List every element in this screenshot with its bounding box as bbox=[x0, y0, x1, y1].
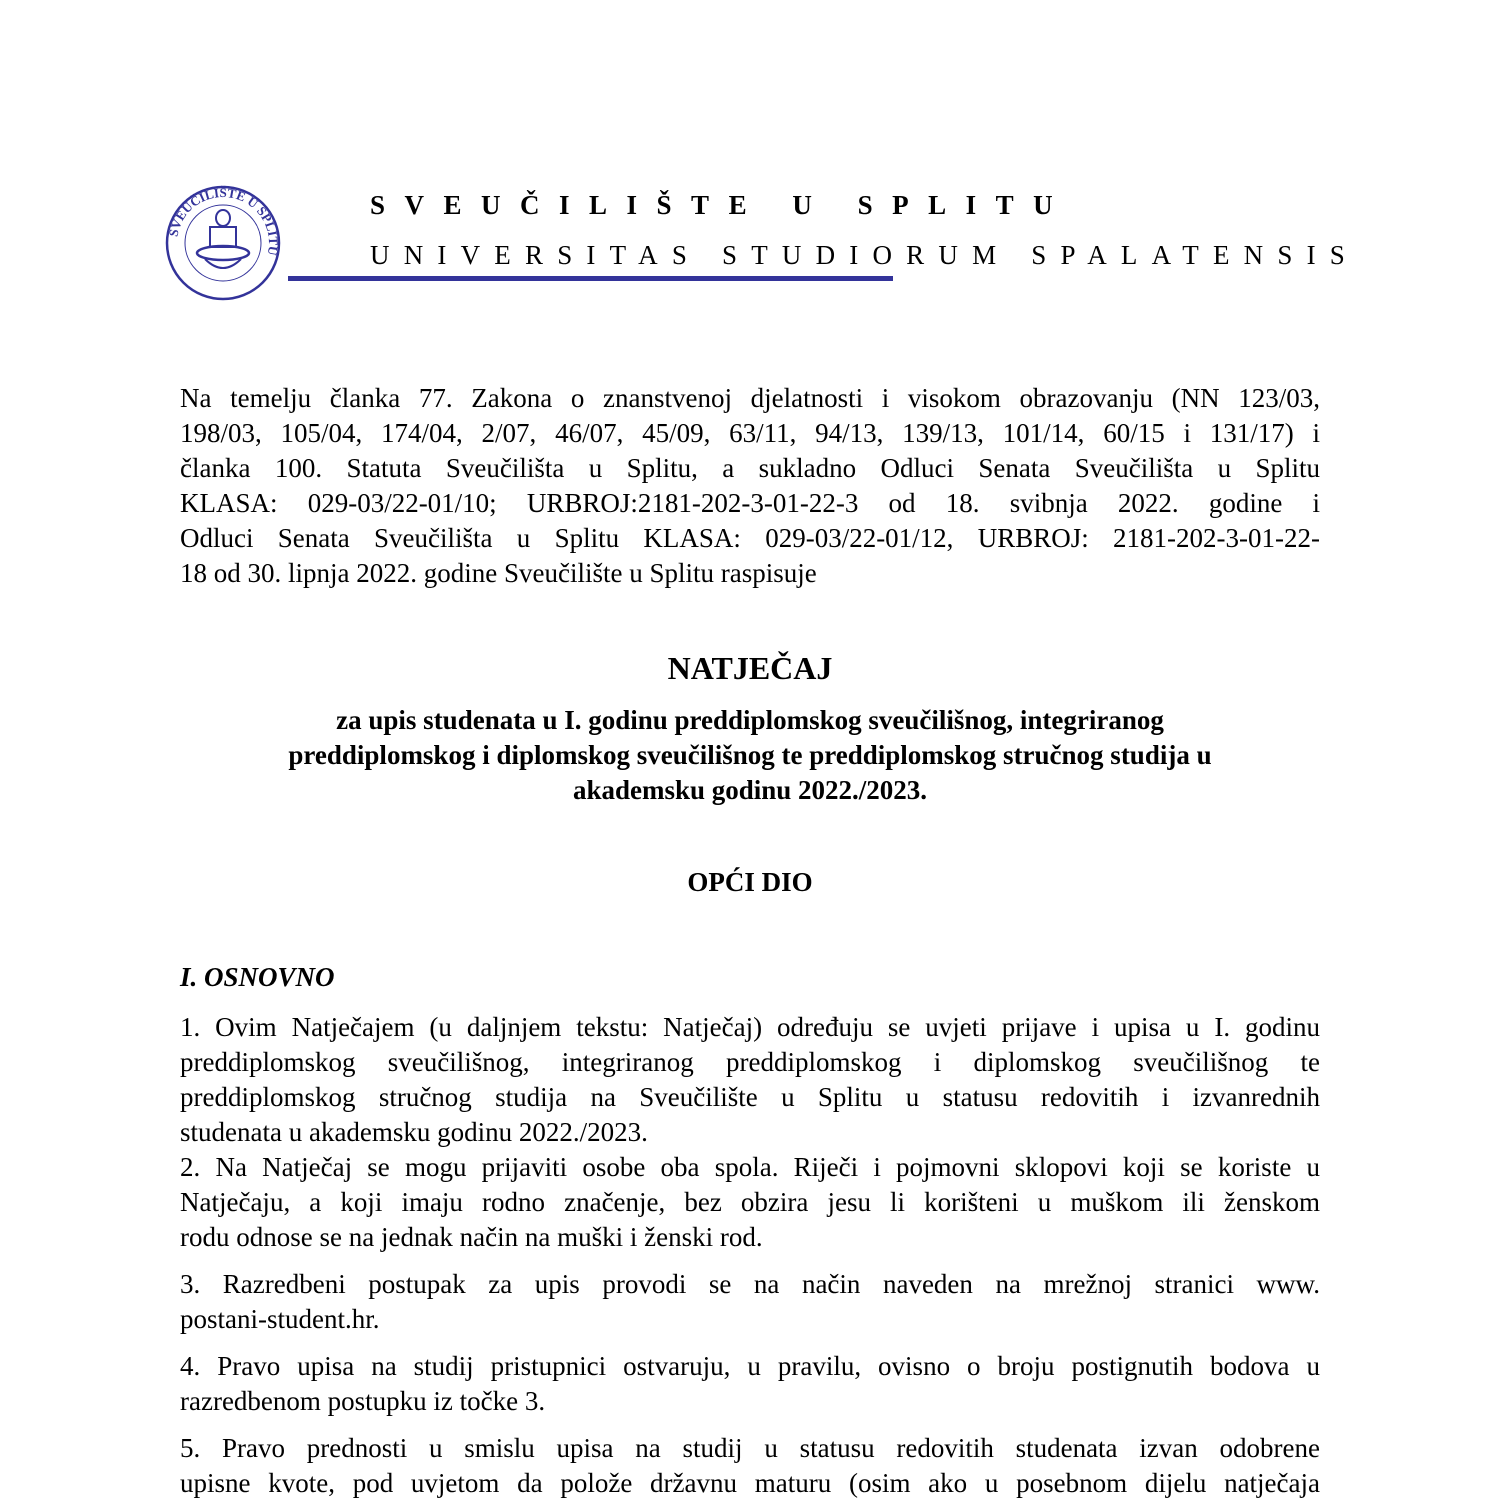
item-5 bbox=[180, 1431, 1320, 1501]
text-line: KLASA: 029-03/22-01/10; URBROJ:2181-202-3-01-22-3 od 18. svibnja 2022. godine i bbox=[180, 488, 1320, 518]
subtitle-line: preddiplomskog i diplomskog sveučilišnog te preddiplomskog stručnog studija u bbox=[288, 740, 1212, 770]
header-rule bbox=[288, 276, 893, 281]
text-line: preddiplomskog stručnog studija na Sveučilište u Splitu u statusu redovitih i izvanrednih bbox=[180, 1082, 1320, 1112]
text-line: preddiplomskog sveučilišnog, integriranog preddiplomskog i diplomskog sveučilišnog te bbox=[180, 1047, 1320, 1077]
text-line: 3. Razredbeni postupak za upis provodi se na način naveden na mrežnoj stranici www. bbox=[180, 1269, 1320, 1299]
text-line: 1. Ovim Natječajem (u daljnjem tekstu: Natječaj) određuju se uvjeti prijave i upisa u I. godinu bbox=[180, 1012, 1320, 1042]
text-line: 5. Pravo prednosti u smislu upisa na studij u statusu redovitih studenata izvan odobrene bbox=[180, 1433, 1320, 1463]
text-line: članka 100. Statuta Sveučilišta u Splitu, a sukladno Odluci Senata Sveučilišta u Splitu bbox=[180, 453, 1320, 483]
text-line: 198/03, 105/04, 174/04, 2/07, 46/07, 45/09, 63/11, 94/13, 139/13, 101/14, 60/15 i 131/17) i bbox=[180, 418, 1320, 448]
document-title: NATJEČAJ bbox=[667, 650, 833, 686]
subtitle-line: za upis studenata u I. godinu preddiplomskog sveučilišnog, integriranog bbox=[336, 705, 1164, 735]
text-line: razredbenom postupku iz točke 3. bbox=[180, 1386, 546, 1416]
text-line: 2. Na Natječaj se mogu prijaviti osobe oba spola. Riječi i pojmovni sklopovi koji se koriste u bbox=[180, 1152, 1320, 1182]
university-seal-logo bbox=[165, 185, 281, 301]
item-2 bbox=[180, 1150, 1320, 1255]
university-name-latin: UNIVERSITAS STUDIORUM SPALATENSIS bbox=[370, 240, 1360, 270]
section-title: OPĆI DIO bbox=[687, 867, 813, 897]
item-3 bbox=[180, 1267, 1320, 1337]
document-subtitle bbox=[0, 703, 1500, 808]
text-line: Na temelju članka 77. Zakona o znanstvenoj djelatnosti i visokom obrazovanju (NN 123/03, bbox=[180, 383, 1320, 413]
text-line: Odluci Senata Sveučilišta u Splitu KLASA: 029-03/22-01/12, URBROJ: 2181-202-3-01-22- bbox=[180, 523, 1320, 553]
item-4 bbox=[180, 1349, 1320, 1419]
subtitle-line: akademsku godinu 2022./2023. bbox=[572, 775, 928, 805]
section-heading: I. OSNOVNO bbox=[180, 962, 335, 992]
text-line: rodu odnose se na jednak način na muški i ženski rod. bbox=[180, 1222, 763, 1252]
text-line: upisne kvote, pod uvjetom da polože državnu maturu (osim ako u posebnom dijelu natječaja bbox=[180, 1468, 1320, 1498]
svg-text:SVEUČILIŠTE U SPLITU: SVEUČILIŠTE U SPLITU bbox=[165, 185, 281, 257]
intro-paragraph bbox=[180, 381, 1320, 591]
text-line: studenata u akademsku godinu 2022./2023. bbox=[180, 1117, 648, 1147]
text-line: 18 od 30. lipnja 2022. godine Sveučilište u Splitu raspisuje bbox=[180, 558, 817, 588]
university-name-croatian: SVEUČILIŠTE U SPLITU bbox=[370, 190, 1073, 220]
text-line: Natječaju, a koji imaju rodno značenje, bez obzira jesu li korišteni u muškom ili ženskom bbox=[180, 1187, 1320, 1217]
text-line: postani-student.hr. bbox=[180, 1304, 380, 1334]
item-1 bbox=[180, 1010, 1320, 1150]
text-line: 4. Pravo upisa na studij pristupnici ostvaruju, u pravilu, ovisno o broju postignutih bodova u bbox=[180, 1351, 1320, 1381]
